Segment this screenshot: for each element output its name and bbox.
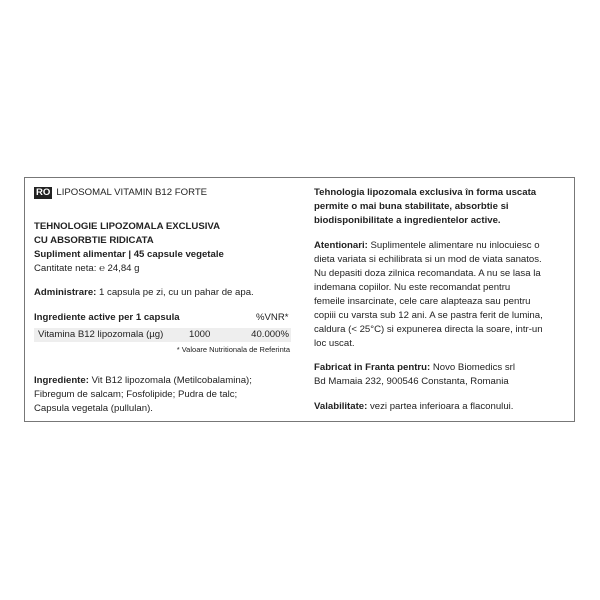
warnings-line: Suplimentele alimentare nu inlocuiesc o — [367, 240, 540, 251]
headline-line: TEHNOLOGIE LIPOZOMALA EXCLUSIVA — [34, 221, 221, 232]
ingredient-name: Vitamina B12 lipozomala (µg) — [38, 329, 164, 340]
warnings-line: femeile insarcinate, cele care alapteaza sau pentru — [314, 296, 531, 307]
validity — [314, 400, 513, 414]
ingredients — [34, 374, 252, 416]
language-badge: RO — [36, 187, 51, 198]
maker-label: Fabricat in Franta pentru: — [314, 362, 431, 373]
ingredients-line: Vit B12 lipozomala (Metilcobalamina); — [88, 375, 252, 386]
net-quantity: Cantitate neta: ℮ 24,84 g — [34, 263, 140, 274]
warnings-line: Nu depasiti doza zilnica recomandata. A nu se lasa la — [314, 268, 541, 279]
manufacturer — [314, 361, 515, 389]
vnr-header: %VNR* — [256, 312, 289, 323]
intro-line: biodisponibilitate a ingredientelor active. — [314, 215, 501, 226]
headline — [34, 220, 224, 276]
warnings-line: indemana copiilor. Nu este recomandat pentru — [314, 282, 511, 293]
product-name: LIPOSOMAL VITAMIN B12 FORTE — [56, 187, 208, 198]
administration — [34, 286, 254, 300]
admin-text: 1 capsula pe zi, cu un pahar de apa. — [96, 287, 254, 298]
intro — [314, 186, 536, 228]
ingredients-line: Fibregum de salcam; Fosfolipide; Pudra de talc; — [34, 389, 238, 400]
footnote: * Valoare Nutritionala de Referinta — [176, 345, 290, 354]
headline-line: CU ABSORBTIE RIDICATA — [34, 235, 154, 246]
intro-line: permite o mai buna stabilitate, absorbtie si — [314, 201, 509, 212]
warnings-line: caldura (< 25°C) si expunerea directa la soare, intr-un — [314, 324, 543, 335]
admin-label: Administrare: — [34, 287, 97, 298]
validity-label: Valabilitate: — [314, 401, 368, 412]
ingredients-line: Capsula vegetala (pullulan). — [34, 403, 153, 414]
product-title — [34, 186, 207, 200]
ingredients-label: Ingrediente: — [34, 375, 89, 386]
maker-name: Novo Biomedics srl — [430, 362, 515, 373]
warnings-label: Atentionari: — [314, 240, 368, 251]
ingredient-amount: 1000 — [189, 329, 211, 340]
maker-address: Bd Mamaia 232, 900546 Constanta, Romania — [314, 376, 509, 387]
table-header: Ingrediente active per 1 capsula — [34, 312, 180, 323]
warnings-line: loc uscat. — [314, 338, 355, 349]
intro-line: Tehnologia lipozomala exclusiva în forma uscata — [314, 187, 537, 198]
warnings-line: dieta variata si echilibrata si un mod de viata sanatos. — [314, 254, 542, 265]
warnings — [314, 239, 543, 351]
validity-text: vezi partea inferioara a flaconului. — [367, 401, 514, 412]
table-row — [34, 328, 291, 342]
supplement-info: Supliment alimentar | 45 capsule vegetale — [34, 249, 224, 260]
ingredient-vnr: 40.000% — [251, 329, 289, 340]
warnings-line: copiii cu varsta sub 12 ani. A se pastra ferit de lumina, — [314, 310, 543, 321]
